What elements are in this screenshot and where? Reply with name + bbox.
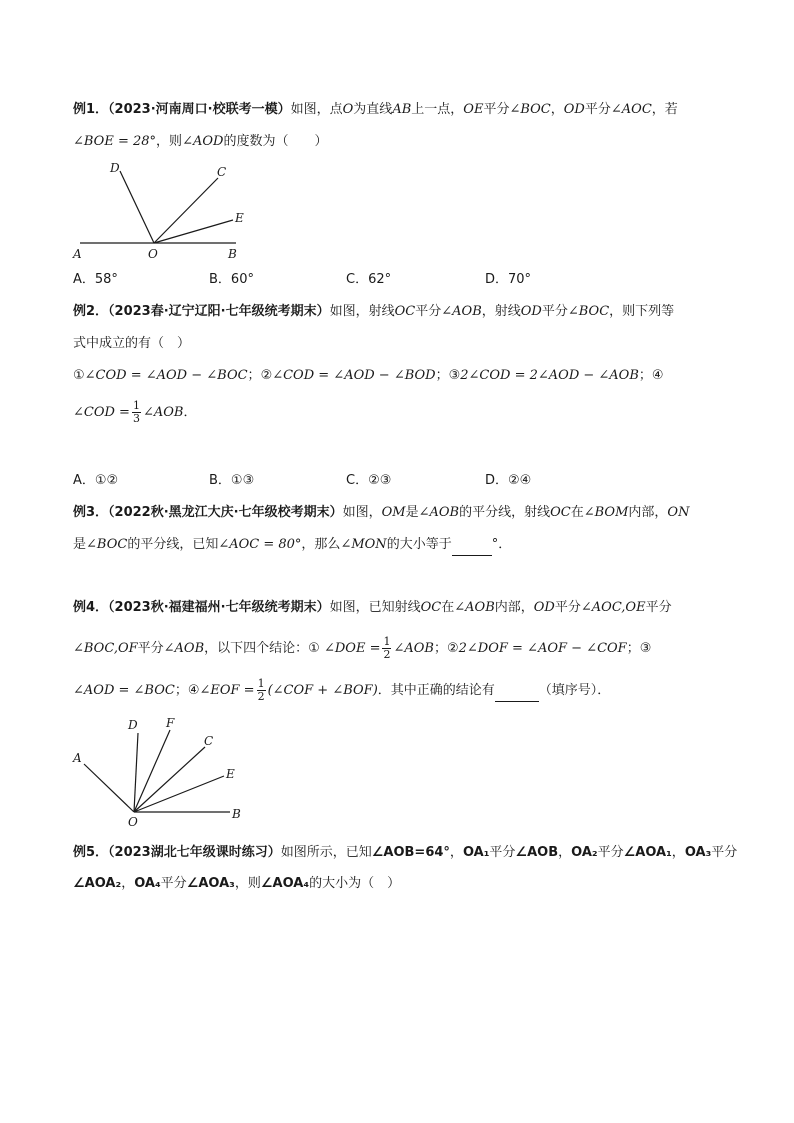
q3-text: 是 xyxy=(73,537,87,552)
q2-text: 平分 xyxy=(541,304,568,319)
q2-text: 平分 xyxy=(415,304,442,319)
q3-condition: ∠AOC = 80° xyxy=(218,537,302,552)
q4-label-a: A xyxy=(73,751,82,765)
q1-point-o: O xyxy=(342,102,354,117)
q1-label-o: O xyxy=(148,247,158,261)
q2-fraction-numerator: 1 xyxy=(132,399,140,412)
q2-s4-right: ∠AOB xyxy=(142,405,184,420)
q5-text: ，则 xyxy=(234,876,261,891)
q4-text: （填序号）． xyxy=(538,683,611,698)
q5-text: ， xyxy=(671,845,685,860)
q3-text: 的平分线，已知 xyxy=(127,537,219,552)
q1-label-e: E xyxy=(235,211,244,225)
q1-label-b: B xyxy=(228,247,237,261)
q4-conclusion-3: ∠AOD = ∠BOC xyxy=(73,683,175,698)
q2-separator: ； xyxy=(247,368,261,383)
q1-text: 为直线 xyxy=(353,102,393,117)
q4-c4-right: (∠COF + ∠BOF) xyxy=(267,683,378,698)
q1-option-a[interactable]: A．58° xyxy=(73,272,118,287)
q2-label: 例2． xyxy=(73,304,109,319)
q3-text: 如图， xyxy=(342,505,382,520)
q2-text: 如图，射线 xyxy=(329,304,395,319)
q1-text: 平分 xyxy=(584,102,611,117)
q5-condition: ∠AOB=64° xyxy=(371,845,450,860)
q5-ray-oa2: OA₂ xyxy=(571,845,598,860)
q3-source: （2022秋·黑龙江大庆·七年级校考期末） xyxy=(108,505,343,520)
q5-text: 平分 xyxy=(597,845,624,860)
q4-source: （2023秋·福建福州·七年级统考期末） xyxy=(108,600,330,615)
q1-label-d: D xyxy=(110,161,120,175)
q3-angle-bom: ∠BOM xyxy=(583,505,629,520)
q5-label: 例5． xyxy=(73,845,109,860)
q5-ray-oa1: OA₁ xyxy=(462,845,490,860)
q2-option-a[interactable]: A．①② xyxy=(73,473,119,488)
q1-text: ，则 xyxy=(156,134,183,149)
q1-ray-od: OD xyxy=(563,102,585,117)
q4-separator: ； xyxy=(174,683,188,698)
q4-label-c: C xyxy=(204,734,214,748)
q4-text: ，以下四个结论： xyxy=(204,641,309,656)
q3-text: 内部， xyxy=(628,505,668,520)
q4-ray-od: OD xyxy=(533,600,555,615)
q3-text: 是 xyxy=(405,505,419,520)
q3-ray-om: OM xyxy=(381,505,406,520)
q1-condition: ∠BOE = 28° xyxy=(73,134,157,149)
q1-angle-boc: ∠BOC xyxy=(509,102,551,117)
q5-question-end: 的大小为（ ） xyxy=(309,876,401,891)
q1-text: ，若 xyxy=(651,102,678,117)
q2-statement-3: 2∠COD = 2∠AOD − ∠AOB xyxy=(460,368,639,383)
q3-label: 例3． xyxy=(73,505,109,520)
q2-angle-aob: ∠AOB xyxy=(441,304,482,319)
q5-text: ， xyxy=(449,845,463,860)
q4-text: 如图，已知射线 xyxy=(329,600,421,615)
q4-conclusion-4-number: ④ xyxy=(187,683,200,698)
q5-angle-aoa2: ∠AOA₂ xyxy=(73,876,122,891)
q1-ray-oe: OE xyxy=(463,102,484,117)
q4-conclusion-2-number: ② xyxy=(446,641,459,656)
q2-statement-1-number: ① xyxy=(73,368,85,383)
q2-statement-3-number: ③ xyxy=(448,368,461,383)
q5-text: 平分 xyxy=(489,845,516,860)
q5-angle-aob: ∠AOB xyxy=(515,845,559,860)
q4-text: 平分 xyxy=(645,600,672,615)
q4-c4-left: ∠EOF = xyxy=(199,683,255,698)
q4-text: ．其中正确的结论有 xyxy=(377,683,495,698)
q4-c1-left: ∠DOE = xyxy=(323,641,381,656)
q3-angle-mon: ∠MON xyxy=(340,537,387,552)
q1-text: ， xyxy=(550,102,564,117)
q4-c4-denominator: 2 xyxy=(257,690,265,703)
q3-ray-on: ON xyxy=(667,505,690,520)
q3-angle-boc: ∠BOC xyxy=(86,537,128,552)
q2-angle-boc: ∠BOC xyxy=(567,304,610,319)
q4-text: 内部， xyxy=(494,600,534,615)
q1-label-c: C xyxy=(217,165,227,179)
q4-text: 平分 xyxy=(554,600,581,615)
q4-c1-right: ∠AOB xyxy=(393,641,434,656)
q4-ray-oc: OC xyxy=(420,600,442,615)
q4-text: 平分 xyxy=(137,641,164,656)
q2-statement-2: ∠COD = ∠AOD − ∠BOD xyxy=(272,368,436,383)
q1-angle-aoc: ∠AOC xyxy=(610,102,652,117)
q2-statement-2-number: ② xyxy=(260,368,273,383)
q1-text: 如图，点 xyxy=(290,102,343,117)
q4-angle-boc-of: ∠BOC,OF xyxy=(73,641,138,656)
q2-text: ，射线 xyxy=(481,304,521,319)
q3-ray-oc: OC xyxy=(550,505,571,520)
q1-text: 上一点， xyxy=(411,102,464,117)
q3-text: ，那么 xyxy=(301,537,341,552)
q2-source: （2023春·辽宁辽阳·七年级统考期末） xyxy=(108,304,330,319)
q4-label-o: O xyxy=(128,815,138,829)
q1-angle-aod: ∠AOD xyxy=(182,134,224,149)
q4-separator: ； xyxy=(626,641,640,656)
q4-text: 在 xyxy=(441,600,455,615)
q4-c4-numerator: 1 xyxy=(257,677,265,690)
q1-option-d[interactable]: D．70° xyxy=(485,272,532,287)
q4-label-d: D xyxy=(128,718,138,732)
q1-source: （2023·河南周口·校联考一模） xyxy=(108,102,291,117)
q2-s4-left: ∠COD = xyxy=(73,405,130,420)
q1-question-end: 的度数为（ ） xyxy=(223,134,328,149)
q2-text: ，则下列等 xyxy=(609,304,675,319)
q5-ray-oa3: OA₃ xyxy=(684,845,712,860)
q1-label-a: A xyxy=(73,247,82,261)
q4-ray-oc xyxy=(134,747,205,812)
q4-angle-aoc-oe: ∠AOC,OE xyxy=(580,600,646,615)
q1-label: 例1． xyxy=(73,102,109,117)
q4-angle-aob: ∠AOB xyxy=(163,641,205,656)
q3-text: 的大小等于 xyxy=(386,537,452,552)
q2-ray-oc: OC xyxy=(394,304,416,319)
q3-angle-aob: ∠AOB xyxy=(418,505,460,520)
q4-c1-denominator: 2 xyxy=(383,648,391,661)
q3-text: 的平分线，射线 xyxy=(459,505,551,520)
q4-conclusion-2: 2∠DOF = ∠AOF − ∠COF xyxy=(458,641,627,656)
q5-text: ， xyxy=(121,876,135,891)
q4-conclusion-1-number: ① xyxy=(308,641,320,656)
q4-label: 例4． xyxy=(73,600,109,615)
q5-text: 平分 xyxy=(160,876,187,891)
q2-separator: ； xyxy=(638,368,652,383)
q2-s4-end: ． xyxy=(183,405,197,420)
q2-option-b[interactable]: B．①③ xyxy=(209,473,255,488)
q5-line-2 xyxy=(73,874,400,894)
q4-ray-oa xyxy=(84,764,134,812)
q2-ray-od: OD xyxy=(520,304,542,319)
q4-label-e: E xyxy=(226,767,235,781)
q4-label-b: B xyxy=(232,807,241,821)
q4-c1-numerator: 1 xyxy=(383,635,391,648)
q5-line-1 xyxy=(73,843,737,863)
q4-separator: ； xyxy=(433,641,447,656)
q5-text: ， xyxy=(558,845,572,860)
q5-angle-aoa1: ∠AOA₁ xyxy=(623,845,672,860)
q2-line-2: 式中成立的有（ ） xyxy=(73,336,191,351)
q4-conclusion-3-number: ③ xyxy=(639,641,652,656)
q2-separator: ； xyxy=(435,368,449,383)
q4-angle-aob: ∠AOB xyxy=(454,600,495,615)
q2-option-d[interactable]: D．②④ xyxy=(485,473,532,488)
q4-label-f: F xyxy=(166,716,175,730)
q2-statement-4-number: ④ xyxy=(651,368,664,383)
q5-angle-aoa3: ∠AOA₃ xyxy=(186,876,235,891)
q3-text: °． xyxy=(491,537,512,552)
q2-statement-1: ∠COD = ∠AOD − ∠BOC xyxy=(84,368,248,383)
q4-ray-od xyxy=(134,733,138,812)
q5-source: （2023湖北七年级课时练习） xyxy=(108,845,281,860)
q1-text: 平分 xyxy=(483,102,510,117)
q5-text: 平分 xyxy=(711,845,738,860)
q1-line-ab: AB xyxy=(392,102,412,117)
q2-fraction-denominator: 3 xyxy=(132,412,140,425)
q5-ray-oa4: OA₄ xyxy=(134,876,161,891)
q5-angle-aoa4: ∠AOA₄ xyxy=(260,876,310,891)
q2-option-c[interactable]: C．②③ xyxy=(346,473,392,488)
q3-text: 在 xyxy=(570,505,584,520)
q1-option-b[interactable]: B．60° xyxy=(209,272,254,287)
q1-option-c[interactable]: C．62° xyxy=(346,272,392,287)
q5-text: 如图所示，已知 xyxy=(280,845,372,860)
